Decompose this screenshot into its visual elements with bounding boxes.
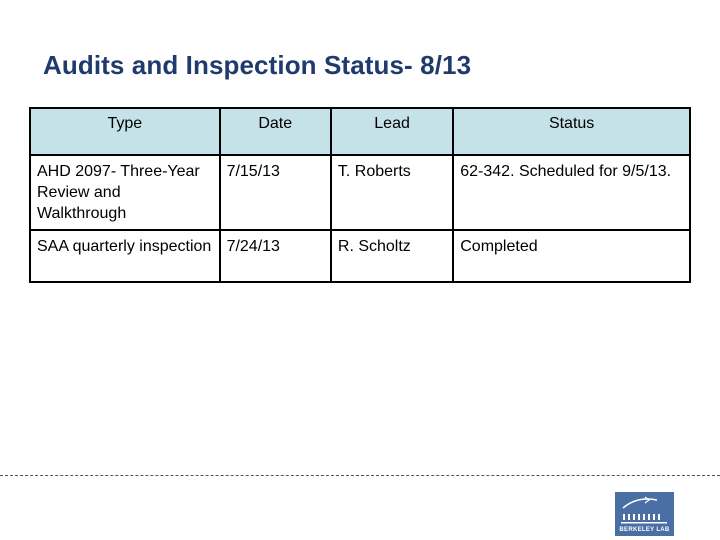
table-header-row [30, 108, 690, 155]
logo-text: BERKELEY LAB [619, 527, 670, 533]
column-header-lead: Lead [331, 108, 453, 155]
footer-divider [0, 475, 720, 476]
column-header-type: Type [30, 108, 220, 155]
cell-status: Completed [453, 230, 690, 282]
cell-lead: R. Scholtz [331, 230, 453, 282]
berkeley-lab-logo [615, 492, 674, 536]
cell-type: SAA quarterly inspection [30, 230, 220, 282]
cell-date: 7/15/13 [220, 155, 331, 230]
status-table [29, 107, 691, 283]
table-row [30, 230, 690, 282]
cell-date: 7/24/13 [220, 230, 331, 282]
column-header-date: Date [220, 108, 331, 155]
column-header-status: Status [453, 108, 690, 155]
cell-status: 62-342. Scheduled for 9/5/13. [453, 155, 690, 230]
cell-type: AHD 2097- Three-Year Review and Walkthrough [30, 155, 220, 230]
table-row [30, 155, 690, 230]
page-title: Audits and Inspection Status- 8/13 [43, 50, 472, 80]
cell-lead: T. Roberts [331, 155, 453, 230]
